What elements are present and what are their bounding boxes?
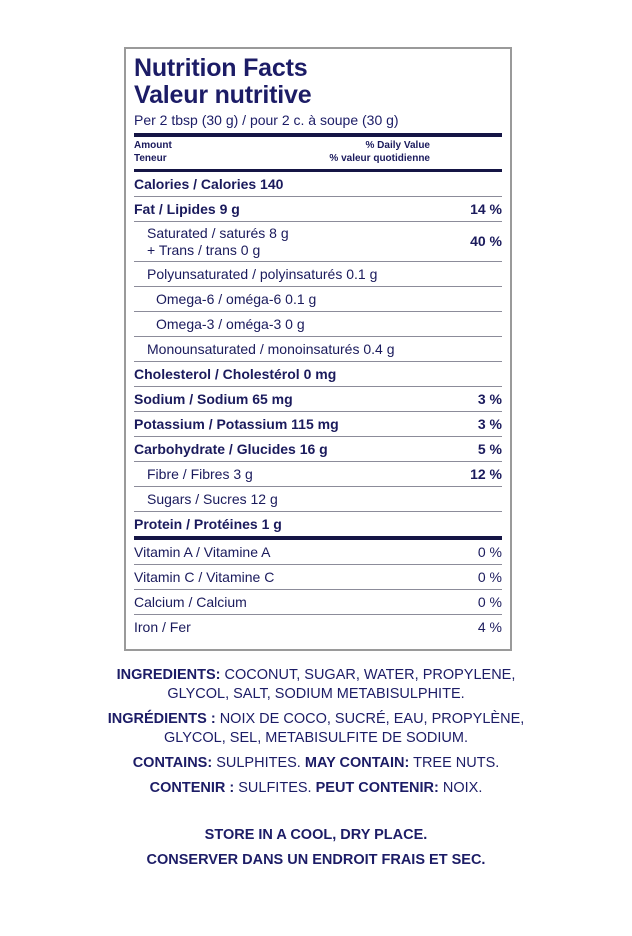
nutrient-dv: 14 % bbox=[470, 201, 502, 217]
nutrient-row-omega3 bbox=[134, 312, 502, 337]
may-contain-text: TREE NUTS. bbox=[409, 755, 500, 771]
title-fr: Valeur nutritive bbox=[134, 81, 312, 109]
dv-en: % Daily Value bbox=[365, 140, 430, 151]
nutrient-row-cholesterol bbox=[134, 362, 502, 387]
dv-fr: % valeur quotidienne bbox=[329, 153, 430, 164]
title-en: Nutrition Facts bbox=[134, 54, 308, 82]
nutrient-dv: 3 % bbox=[477, 416, 502, 432]
vitamin-name: Vitamin A / Vitamine A bbox=[134, 544, 271, 560]
nutrient-row-polyunsaturated bbox=[134, 262, 502, 287]
allergens-en bbox=[0, 754, 632, 773]
vitamin-row-c bbox=[134, 565, 502, 590]
nutrient-name: Fat / Lipides 9 g bbox=[134, 201, 240, 217]
calories-text: Calories / Calories 140 bbox=[134, 176, 284, 192]
nutrient-name: Fibre / Fibres 3 g bbox=[147, 466, 253, 482]
vitamin-name: Iron / Fer bbox=[134, 619, 191, 635]
nutrient-name: Monounsaturated / monoinsaturés 0.4 g bbox=[147, 341, 395, 357]
nutrient-dv: 5 % bbox=[477, 441, 502, 457]
nutrient-name: + Trans / trans 0 g bbox=[147, 242, 261, 258]
nutrient-name: Omega-6 / oméga-6 0.1 g bbox=[156, 291, 317, 307]
nutrient-dv: 40 % bbox=[470, 233, 502, 249]
may-contain-label: MAY CONTAIN: bbox=[304, 755, 410, 771]
ingredients-fr-label: INGRÉDIENTS : bbox=[107, 711, 216, 727]
nutrient-name: Potassium / Potassium 115 mg bbox=[134, 416, 339, 432]
vitamin-dv: 0 % bbox=[477, 594, 502, 610]
calories-row bbox=[134, 172, 502, 197]
nutrient-row-potassium bbox=[134, 412, 502, 437]
nutrient-name: Carbohydrate / Glucides 16 g bbox=[134, 441, 328, 457]
storage-en: STORE IN A COOL, DRY PLACE. bbox=[204, 827, 428, 843]
vitamin-name: Calcium / Calcium bbox=[134, 594, 247, 610]
nutrient-dv: 12 % bbox=[470, 466, 502, 482]
nutrient-name: Sodium / Sodium 65 mg bbox=[134, 391, 293, 407]
contenir-label: CONTENIR : bbox=[149, 780, 235, 796]
nutrient-row-fat bbox=[134, 197, 502, 222]
nutrient-row-monounsaturated bbox=[134, 337, 502, 362]
vitamin-row-iron bbox=[134, 615, 502, 639]
ingredients-en bbox=[0, 666, 632, 704]
ingredients-fr bbox=[0, 710, 632, 748]
contains-text: SULPHITES. bbox=[212, 755, 305, 771]
contains-label: CONTAINS: bbox=[132, 755, 213, 771]
nutrient-name: Sugars / Sucres 12 g bbox=[147, 491, 278, 507]
ingredients-en-text: GLYCOL, SALT, SODIUM METABISULPHITE. bbox=[167, 686, 465, 702]
nutrient-row-carbohydrate bbox=[134, 437, 502, 462]
storage-block bbox=[0, 826, 632, 876]
column-header bbox=[134, 137, 502, 169]
nutrient-name: Omega-3 / oméga-3 0 g bbox=[156, 316, 305, 332]
nutrient-name: Cholesterol / Cholestérol 0 mg bbox=[134, 366, 337, 382]
nutrient-row-sugars bbox=[134, 487, 502, 512]
peut-contenir-label: PEUT CONTENIR: bbox=[315, 780, 439, 796]
allergens-fr bbox=[0, 779, 632, 798]
nutrient-row-fibre bbox=[134, 462, 502, 487]
vitamin-dv: 0 % bbox=[477, 544, 502, 560]
vitamin-dv: 4 % bbox=[477, 619, 502, 635]
vitamin-row-calcium bbox=[134, 590, 502, 615]
ingredients-block bbox=[0, 666, 632, 804]
amount-fr: Teneur bbox=[134, 153, 167, 164]
amount-en: Amount bbox=[134, 140, 172, 151]
ingredients-en-text: COCONUT, SUGAR, WATER, PROPYLENE, bbox=[220, 667, 516, 683]
vitamin-name: Vitamin C / Vitamine C bbox=[134, 569, 275, 585]
ingredients-fr-text: NOIX DE COCO, SUCRÉ, EAU, PROPYLÈNE, bbox=[215, 711, 525, 727]
nutrient-name: Protein / Protéines 1 g bbox=[134, 516, 282, 532]
nutrient-name: Polyunsaturated / polyinsaturés 0.1 g bbox=[147, 266, 378, 282]
nutrient-dv: 3 % bbox=[477, 391, 502, 407]
vitamin-dv: 0 % bbox=[477, 569, 502, 585]
contenir-text: SULFITES. bbox=[234, 780, 316, 796]
nutrient-name: Saturated / saturés 8 g bbox=[147, 225, 289, 241]
ingredients-en-label: INGREDIENTS: bbox=[116, 667, 221, 683]
serving-size: Per 2 tbsp (30 g) / pour 2 c. à soupe (30 g) bbox=[134, 112, 399, 128]
nutrient-row-sodium bbox=[134, 387, 502, 412]
vitamin-row-a bbox=[134, 540, 502, 565]
nutrition-facts-table bbox=[124, 47, 512, 651]
nutrient-row-saturated-trans bbox=[134, 222, 502, 262]
storage-fr: CONSERVER DANS UN ENDROIT FRAIS ET SEC. bbox=[146, 852, 486, 868]
peut-contenir-text: NOIX. bbox=[438, 780, 483, 796]
ingredients-fr-text: GLYCOL, SEL, METABISULFITE DE SODIUM. bbox=[163, 730, 469, 746]
nutrient-row-protein bbox=[134, 512, 502, 536]
nutrient-row-omega6 bbox=[134, 287, 502, 312]
